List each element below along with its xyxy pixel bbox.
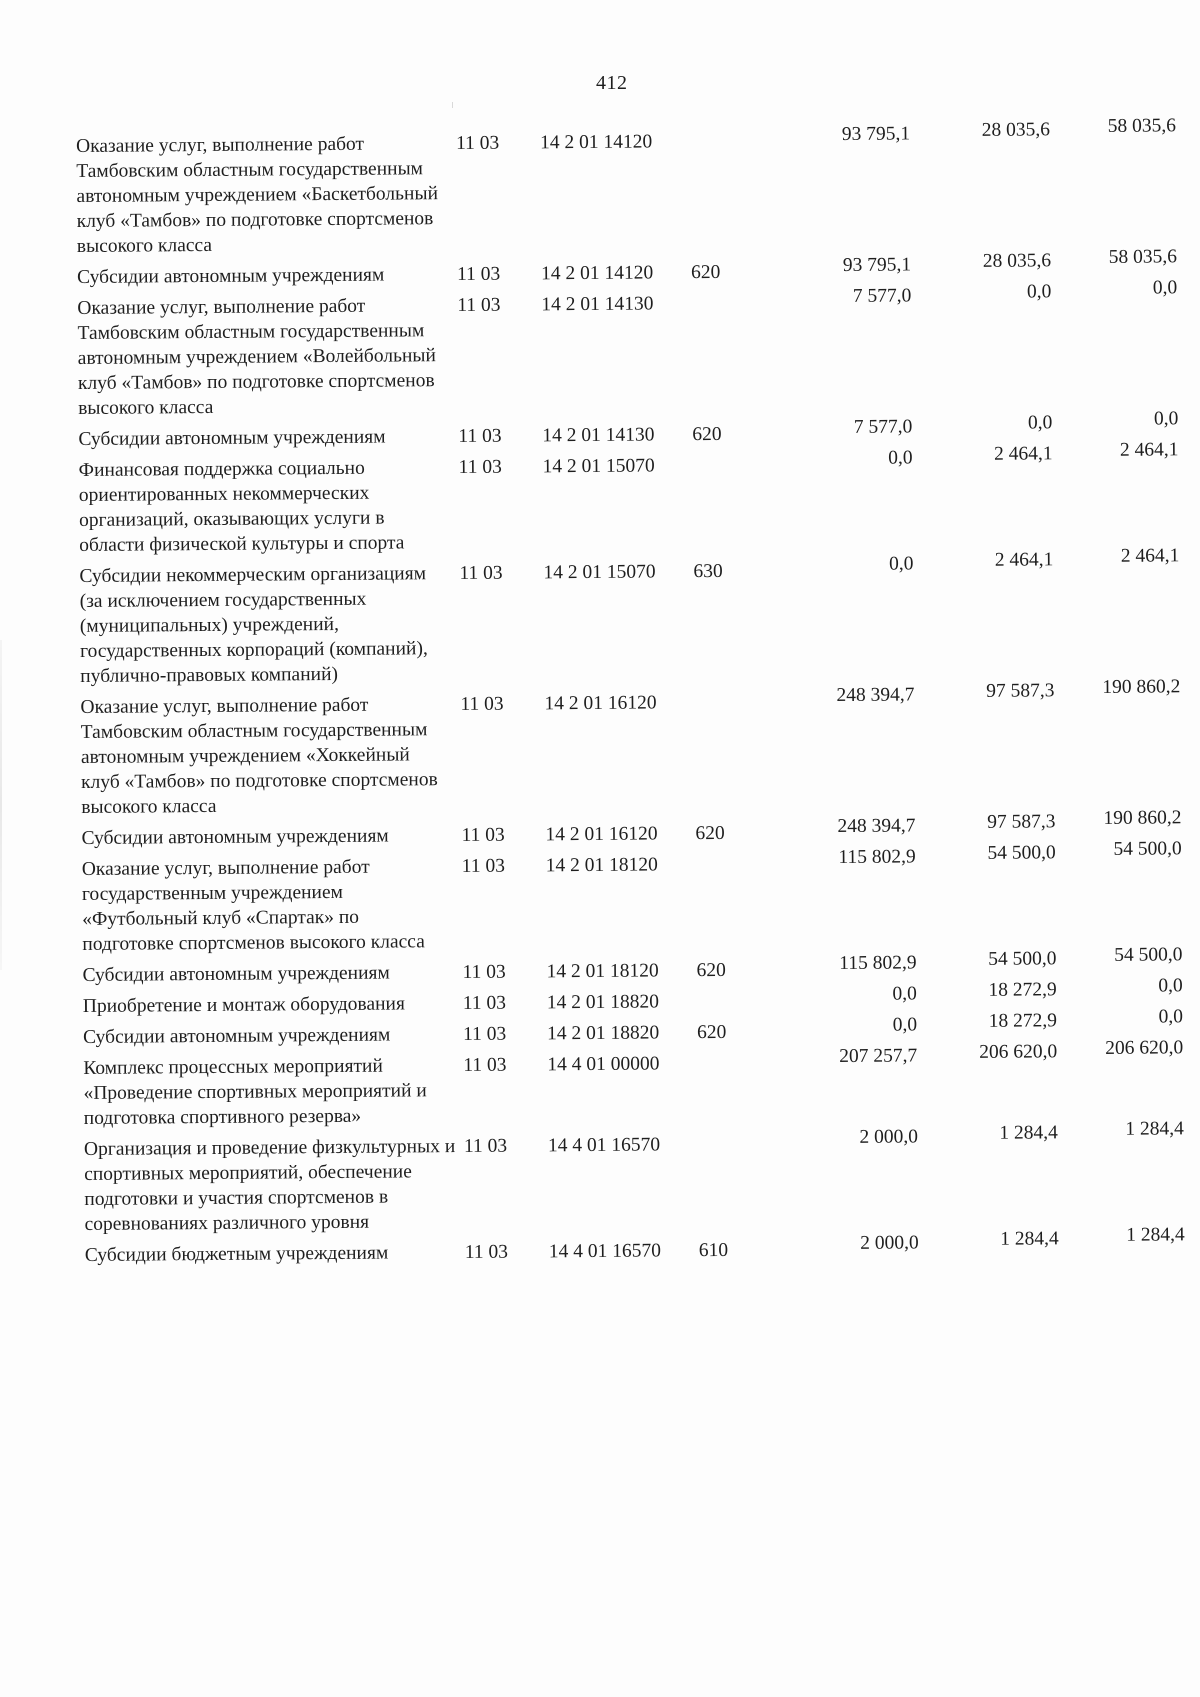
row-value-2: 28 035,6: [982, 250, 1052, 272]
row-section: 11 03: [460, 693, 504, 715]
row-name: Финансовая поддержка социально ориентированных некоммерческих организаций, оказывающих услуги в области физической культуры и спорта: [78, 457, 405, 556]
row-name: Субсидии автономным учреждениям: [82, 962, 390, 986]
row-expense-type: [694, 689, 785, 815]
row-value-2: 18 272,9: [988, 979, 1057, 1001]
row-section: 11 03: [461, 855, 506, 877]
row-value-1: 2 000,0: [860, 1232, 919, 1254]
row-section: 11 03: [463, 1135, 508, 1157]
row-name: Субсидии некоммерческим организациям (за исключением государственных (муниципальных) учреждений, государственных корпораций (компаний), публично-правовых компаний): [79, 563, 428, 687]
row-value-2: 28 035,6: [981, 119, 1051, 141]
table-row: [80, 676, 1181, 820]
row-value-1: 248 394,7: [837, 815, 916, 838]
row-expense-type: 620: [692, 423, 722, 446]
row-value-3: 0,0: [1158, 1006, 1184, 1028]
row-target-article: 14 2 01 14120: [541, 262, 654, 285]
row-name: Приобретение и монтаж оборудования: [82, 993, 406, 1017]
row-value-1: 115 802,9: [839, 952, 917, 975]
row-target-article: 14 4 01 16570: [548, 1240, 661, 1263]
row-name: Субсидии автономным учреждениям: [77, 264, 385, 288]
row-name: Организация и проведение физкультурных и спортивных мероприятий, обеспечение подготовки и участия спортсменов в соревнованиях различного уровня: [83, 1136, 456, 1235]
row-target-article: 14 2 01 18120: [546, 960, 659, 983]
row-value-1: 93 795,1: [842, 254, 912, 276]
row-expense-type: [693, 452, 784, 553]
row-value-3: 54 500,0: [1114, 944, 1183, 966]
row-value-2: 1 284,4: [1000, 1228, 1059, 1250]
table-row: [76, 115, 1177, 259]
row-target-article: 14 2 01 18120: [545, 854, 658, 877]
row-name: Субсидии автономным учреждениям: [81, 825, 389, 849]
table-row: [83, 1037, 1184, 1131]
row-value-2: 54 500,0: [988, 948, 1057, 970]
budget-table: [76, 115, 1185, 1274]
row-target-article: 14 2 01 15070: [542, 455, 655, 478]
table-row: [77, 277, 1178, 421]
row-target-article: 14 4 01 16570: [547, 1134, 661, 1157]
row-expense-type: 620: [696, 959, 726, 982]
row-value-3: 54 500,0: [1113, 838, 1182, 860]
row-target-article: 14 2 01 14120: [540, 131, 653, 154]
row-name: Оказание услуг, выполнение работ Тамбовским областным государственным автономным учреждением «Хоккейный клуб «Тамбов» по подготовке спортсменов высокого класса: [80, 694, 438, 818]
row-value-1: 93 795,1: [841, 123, 911, 145]
scan-mark: [452, 102, 453, 108]
row-value-3: 206 620,0: [1105, 1037, 1184, 1059]
row-value-2: 97 587,3: [987, 811, 1056, 833]
row-expense-type: 610: [698, 1239, 729, 1262]
row-section: 11 03: [462, 961, 506, 983]
table-row: [83, 1118, 1185, 1237]
row-expense-type: [696, 851, 787, 952]
row-value-3: 58 035,6: [1108, 246, 1178, 268]
table-row: [84, 1224, 1185, 1268]
row-name: Комплекс процессных мероприятий «Проведение спортивных мероприятий и подготовка спортивного резерва»: [83, 1055, 427, 1129]
row-value-1: 115 802,9: [838, 846, 916, 869]
row-value-2: 2 464,1: [993, 443, 1053, 465]
row-value-3: 0,0: [1153, 408, 1179, 430]
row-value-3: 58 035,6: [1107, 115, 1177, 137]
row-expense-type: [690, 128, 781, 254]
row-target-article: 14 2 01 18820: [546, 991, 660, 1014]
table-row: [78, 439, 1180, 558]
row-expense-type: [697, 1050, 788, 1126]
row-section: 11 03: [464, 1241, 509, 1263]
row-name: Оказание услуг, выполнение работ Тамбовским областным государственным автономным учреждением «Волейбольный клуб «Тамбов» по подготовке спортсменов высокого класса: [77, 295, 436, 419]
row-value-3: 190 860,2: [1102, 676, 1181, 698]
row-expense-type: 620: [691, 261, 721, 284]
row-value-1: 0,0: [892, 1014, 918, 1036]
row-section: 11 03: [457, 294, 501, 317]
row-value-1: 207 257,7: [839, 1045, 918, 1068]
row-section: 11 03: [462, 992, 507, 1014]
scan-edge: [0, 640, 2, 970]
row-value-2: 1 284,4: [999, 1122, 1058, 1144]
row-target-article: 14 2 01 16120: [544, 692, 657, 715]
table-row: [81, 838, 1183, 957]
row-value-3: 1 284,4: [1125, 1118, 1184, 1140]
row-value-3: 190 860,2: [1103, 807, 1182, 829]
row-value-1: 0,0: [888, 553, 914, 575]
row-section: 11 03: [463, 1023, 507, 1045]
row-value-1: 0,0: [888, 447, 913, 469]
row-name: Субсидии автономным учреждениям: [78, 426, 386, 450]
row-value-2: 97 587,3: [986, 680, 1055, 702]
row-target-article: 14 4 01 00000: [547, 1053, 660, 1076]
row-value-3: 1 284,4: [1126, 1224, 1185, 1246]
row-section: 11 03: [459, 562, 503, 585]
row-value-3: 2 464,1: [1120, 545, 1180, 567]
row-value-1: 248 394,7: [836, 684, 915, 707]
row-value-1: 2 000,0: [859, 1126, 918, 1148]
row-name: Субсидии бюджетным учреждениям: [84, 1242, 389, 1266]
row-value-2: 18 272,9: [988, 1010, 1058, 1032]
row-name: Субсидии автономным учреждениям: [83, 1024, 391, 1048]
row-name: Оказание услуг, выполнение работ государственным учреждением «Футбольный клуб «Спартак» по подготовке спортсменов высокого класса: [81, 856, 425, 955]
row-value-1: 7 577,0: [852, 285, 912, 307]
table-row: [79, 545, 1180, 689]
row-value-2: 0,0: [1027, 412, 1053, 434]
row-value-1: 0,0: [892, 983, 917, 1005]
row-section: 11 03: [457, 263, 501, 286]
row-target-article: 14 2 01 16120: [545, 823, 658, 846]
row-value-3: 0,0: [1158, 975, 1183, 997]
row-name: Оказание услуг, выполнение работ Тамбовским областным государственным автономным учреждением «Баскетбольный клуб «Тамбов» по подготовке спортсменов высокого класса: [76, 133, 439, 257]
row-section: 11 03: [463, 1054, 507, 1076]
row-expense-type: 630: [693, 560, 723, 583]
row-section: 11 03: [456, 132, 500, 155]
row-value-3: 0,0: [1152, 277, 1178, 299]
row-value-2: 54 500,0: [987, 842, 1056, 864]
row-value-2: 2 464,1: [994, 549, 1054, 571]
row-value-2: 206 620,0: [979, 1041, 1058, 1063]
row-target-article: 14 2 01 14130: [542, 424, 655, 447]
row-value-3: 2 464,1: [1119, 439, 1179, 461]
row-expense-type: 620: [696, 1021, 727, 1044]
row-target-article: 14 2 01 18820: [546, 1022, 660, 1045]
row-expense-type: [697, 988, 787, 1014]
row-value-2: 0,0: [1026, 281, 1052, 303]
page-number: 412: [596, 72, 628, 94]
row-expense-type: 620: [695, 822, 725, 845]
row-section: 11 03: [461, 824, 505, 846]
row-target-article: 14 2 01 15070: [543, 561, 656, 584]
row-expense-type: [698, 1131, 789, 1232]
row-target-article: 14 2 01 14130: [541, 293, 654, 316]
row-section: 11 03: [458, 425, 502, 448]
row-section: 11 03: [458, 456, 502, 479]
row-value-1: 7 577,0: [853, 416, 913, 438]
row-expense-type: [691, 290, 782, 416]
